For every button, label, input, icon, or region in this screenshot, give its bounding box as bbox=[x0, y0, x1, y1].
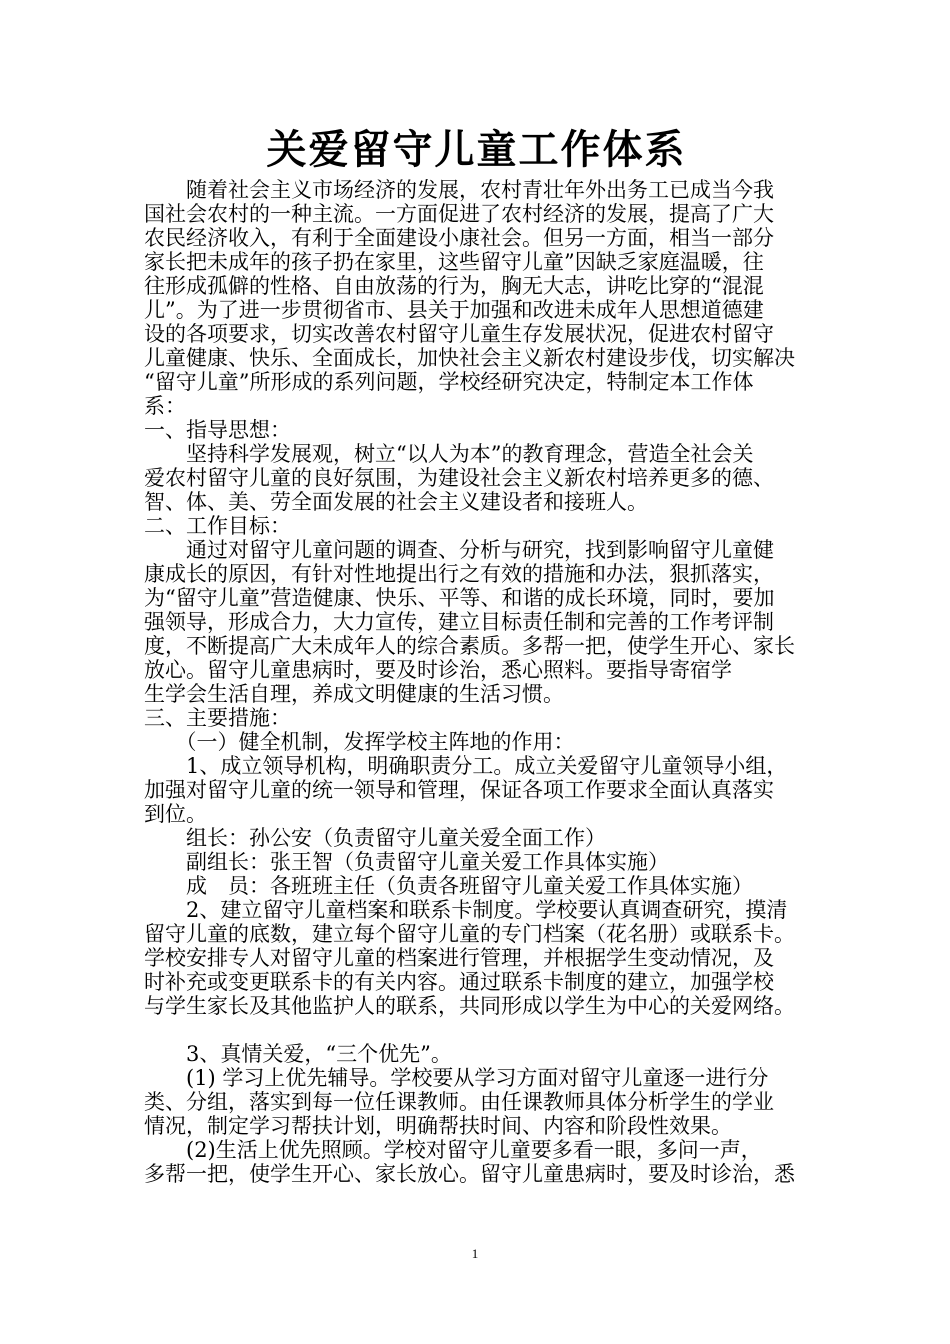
text-line: 系： bbox=[144, 394, 186, 418]
text-line: 成 员：各班班主任（负责各班留守儿童关爱工作具体实施） bbox=[144, 874, 753, 898]
text-line: （一）健全机制，发挥学校主阵地的作用： bbox=[144, 730, 575, 754]
text-line: 度，不断提高广大未成年人的综合素质。多帮一把，使学生开心、家长 bbox=[144, 634, 795, 658]
text-line: 类、分组，落实到每一位任课教师。由任课教师具体分析学生的学业 bbox=[144, 1090, 774, 1114]
blank-line bbox=[144, 1018, 809, 1042]
text-line: 往形成孤僻的性格、自由放荡的行为，胸无大志，讲吃比穿的“混混 bbox=[144, 274, 764, 298]
text-line: (2)生活上优先照顾。学校对留守儿童要多看一眼，多问一声， bbox=[144, 1138, 762, 1162]
text-line: 加强对留守儿童的统一领导和管理，保证各项工作要求全面认真落实 bbox=[144, 778, 774, 802]
text-line: 学校安排专人对留守儿童的档案进行管理，并根据学生变动情况，及 bbox=[144, 946, 774, 970]
text-line: 3、真情关爱，“三个优先”。 bbox=[144, 1042, 452, 1066]
text-line: 儿童健康、快乐、全面成长，加快社会主义新农村建设步伐，切实解决 bbox=[144, 346, 795, 370]
text-line: 到位。 bbox=[144, 802, 207, 826]
text-line: 坚持科学发展观，树立“以人为本”的教育理念，营造全社会关 bbox=[144, 442, 754, 466]
text-line: 家长把未成年的孩子扔在家里，这些留守儿童”因缺乏家庭温暖，往 bbox=[144, 250, 764, 274]
text-line: 1、成立领导机构，明确职责分工。成立关爱留守儿童领导小组， bbox=[144, 754, 788, 778]
text-line: “留守儿童”所形成的系列问题，学校经研究决定，特制定本工作体 bbox=[144, 370, 754, 394]
text-line: 国社会农村的一种主流。一方面促进了农村经济的发展，提高了广大 bbox=[144, 202, 774, 226]
text-line: 爱农村留守儿童的良好氛围，为建设社会主义新农村培养更多的德、 bbox=[144, 466, 774, 490]
text-line: 放心。留守儿童患病时，要及时诊治，悉心照料。要指导寄宿学 bbox=[144, 658, 732, 682]
text-line: 时补充或变更联系卡的有关内容。通过联系卡制度的建立，加强学校 bbox=[144, 970, 774, 994]
page-number: 1 bbox=[471, 1246, 479, 1261]
text-line: 副组长：张王智（负责留守儿童关爱工作具体实施） bbox=[144, 850, 669, 874]
text-line: 2、建立留守儿童档案和联系卡制度。学校要认真调查研究，摸清 bbox=[144, 898, 788, 922]
document-body bbox=[144, 178, 809, 1186]
text-line: 多帮一把，使学生开心、家长放心。留守儿童患病时，要及时诊治，悉 bbox=[144, 1162, 795, 1186]
text-line: 情况，制定学习帮扶计划，明确帮扶时间、内容和阶段性效果。 bbox=[144, 1114, 732, 1138]
text-line: 为“留守儿童”营造健康、快乐、平等、和谐的成长环境，同时，要加 bbox=[144, 586, 775, 610]
text-line: 组长：孙公安（负责留守儿童关爱全面工作） bbox=[144, 826, 606, 850]
text-line: 儿”。为了进一步贯彻省市、县关于加强和改进未成年人思想道德建 bbox=[144, 298, 764, 322]
text-line: 强领导，形成合力，大力宣传，建立目标责任制和完善的工作考评制 bbox=[144, 610, 774, 634]
document-page bbox=[144, 126, 809, 1186]
text-line: 随着社会主义市场经济的发展，农村青壮年外出务工已成当今我 bbox=[144, 178, 774, 202]
text-line: 设的各项要求，切实改善农村留守儿童生存发展状况，促进农村留守 bbox=[144, 322, 774, 346]
text-line: 二、工作目标： bbox=[144, 514, 291, 538]
text-line: 智、体、美、劳全面发展的社会主义建设者和接班人。 bbox=[144, 490, 648, 514]
text-line: 农民经济收入，有利于全面建设小康社会。但另一方面，相当一部分 bbox=[144, 226, 774, 250]
text-line: 与学生家长及其他监护人的联系，共同形成以学生为中心的关爱网络。 bbox=[144, 994, 795, 1018]
text-line: 通过对留守儿童问题的调查、分析与研究，找到影响留守儿童健 bbox=[144, 538, 774, 562]
text-line: 一、指导思想： bbox=[144, 418, 291, 442]
text-line: 生学会生活自理，养成文明健康的生活习惯。 bbox=[144, 682, 564, 706]
text-line: 康成长的原因，有针对性地提出行之有效的措施和办法，狠抓落实， bbox=[144, 562, 774, 586]
document-title: 关爱留守儿童工作体系 bbox=[266, 127, 687, 173]
text-line: 三、主要措施： bbox=[144, 706, 291, 730]
text-line: (1) 学习上优先辅导。学校要从学习方面对留守儿童逐一进行分 bbox=[144, 1066, 769, 1090]
text-line: 留守儿童的底数，建立每个留守儿童的专门档案（花名册）或联系卡。 bbox=[144, 922, 795, 946]
